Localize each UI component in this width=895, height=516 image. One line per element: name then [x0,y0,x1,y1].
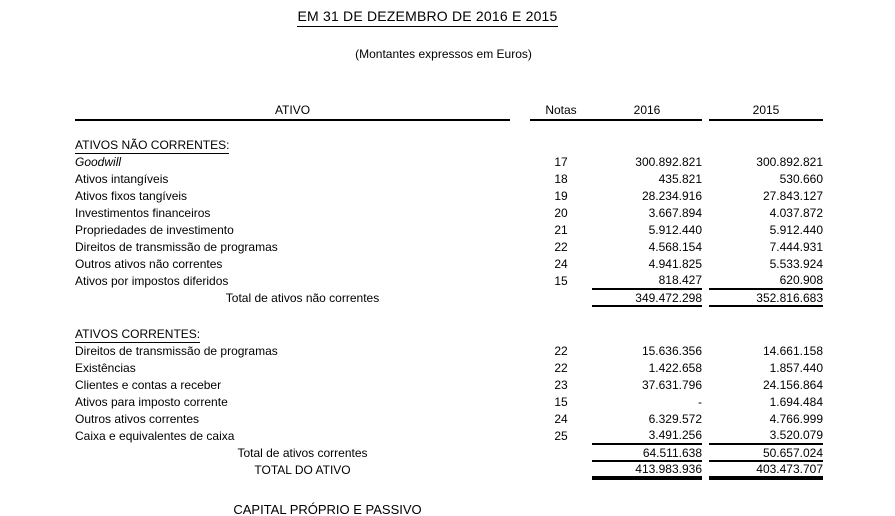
spacer [75,122,823,136]
row-value-2015: 5.912.440 [769,222,823,237]
row-value-2015: 300.892.821 [756,154,823,169]
table-row [75,170,823,187]
table-row [75,410,823,427]
row-label: Ativos fixos tangíveis [75,188,188,203]
subtotal-row [75,444,823,461]
table-row [75,359,823,376]
row-value-2016: 28.234.916 [641,188,702,203]
row-nota: 23 [554,377,568,392]
table-row [75,187,823,204]
row-value-2015: 7.444.931 [769,239,823,254]
column-header-2015: 2015 [709,103,823,121]
grand-total-label: TOTAL DO ATIVO [254,463,351,477]
row-value-2016: 4.568.154 [648,239,702,254]
balance-sheet-table [75,101,823,480]
table-row [75,427,823,444]
row-value-2015: 5.533.924 [769,256,823,271]
row-nota: 22 [554,343,568,358]
row-label: Outros ativos não correntes [75,256,223,271]
spacer [75,306,823,325]
row-nota: 17 [554,154,568,169]
row-value-2015: 24.156.864 [762,377,823,392]
table-row [75,255,823,272]
row-label: Ativos intangíveis [75,171,169,186]
row-value-2016: 1.422.658 [648,360,702,375]
row-nota: 18 [554,171,568,186]
table-row [75,221,823,238]
row-nota: 22 [554,239,568,254]
section-heading-row [75,136,823,153]
row-label: Goodwill [75,154,122,169]
column-header-notas: Notas [530,103,592,121]
row-value-2016: 6.329.572 [648,411,702,426]
subtotal-label: Total de ativos correntes [237,445,368,460]
row-nota: 22 [554,360,568,375]
row-value-2016: 435.821 [658,171,702,186]
row-value-2016: 818.427 [592,272,702,289]
section-heading-row [75,325,823,342]
row-value-2015: 4.766.999 [769,411,823,426]
row-label: Ativos por impostos diferidos [75,273,229,288]
table-row [75,153,823,170]
row-nota: 20 [554,205,568,220]
row-nota: 24 [554,256,568,271]
table-row [75,342,823,359]
subtotal-value-2015: 352.816.683 [709,289,823,306]
section-heading-nao-correntes: ATIVOS NÃO CORRENTES: [75,137,230,152]
row-nota: 25 [554,428,568,443]
row-label: Investimentos financeiros [75,205,211,220]
row-label: Direitos de transmissão de programas [75,343,278,358]
table-header-row [75,101,823,122]
column-header-ativo: ATIVO [75,103,510,121]
row-label: Direitos de transmissão de programas [75,239,278,254]
row-value-2015: 4.037.872 [769,205,823,220]
row-value-2015: 1.857.440 [769,360,823,375]
table-row [75,376,823,393]
footer-heading-capital-proprio-passivo: CAPITAL PRÓPRIO E PASSIVO [233,502,422,516]
table-row [75,204,823,221]
row-label: Clientes e contas a receber [75,377,222,392]
title-row [0,0,855,26]
row-nota: 19 [554,188,568,203]
row-nota: 15 [554,394,568,409]
row-label: Existências [75,360,136,375]
row-value-2015: 3.520.079 [709,427,823,444]
page-title: EM 31 DE DEZEMBRO DE 2016 E 2015 [297,8,557,27]
row-label: Ativos para imposto corrente [75,394,228,409]
subtotal-value-2015: 50.657.024 [709,444,823,461]
row-label: Propriedades de investimento [75,222,234,237]
row-value-2016: 3.491.256 [592,427,702,444]
row-value-2016: 5.912.440 [648,222,702,237]
row-value-2015: 620.908 [709,272,823,289]
row-value-2015: 14.661.158 [762,343,823,358]
table-row [75,393,823,410]
row-value-2016: 3.667.894 [648,205,702,220]
row-nota: 24 [554,411,568,426]
table-row [75,238,823,255]
row-value-2015: 530.660 [779,171,823,186]
grand-total-value-2016: 413.983.936 [592,462,702,478]
row-value-2015: 1.694.484 [769,394,823,409]
subtotal-value-2016: 64.511.638 [592,444,702,461]
row-value-2016: - [698,394,702,409]
column-header-2016: 2016 [592,103,702,121]
subtotal-label: Total de ativos não correntes [225,290,380,305]
page-subtitle: (Montantes expressos em Euros) [355,47,532,61]
row-nota: 21 [554,222,568,237]
subtotal-value-2016: 349.472.298 [592,289,702,306]
row-value-2015: 27.843.127 [762,188,823,203]
table-row [75,272,823,289]
grand-total-row [75,461,823,479]
row-value-2016: 300.892.821 [635,154,702,169]
section-heading-correntes: ATIVOS CORRENTES: [75,326,201,341]
grand-total-value-2015: 403.473.707 [709,462,823,478]
row-value-2016: 4.941.825 [648,256,702,271]
row-label: Caixa e equivalentes de caixa [75,428,235,443]
row-label: Outros ativos correntes [75,411,200,426]
subtotal-row [75,289,823,306]
row-nota: 15 [554,273,568,288]
row-value-2016: 37.631.796 [641,377,702,392]
row-value-2016: 15.636.356 [641,343,702,358]
